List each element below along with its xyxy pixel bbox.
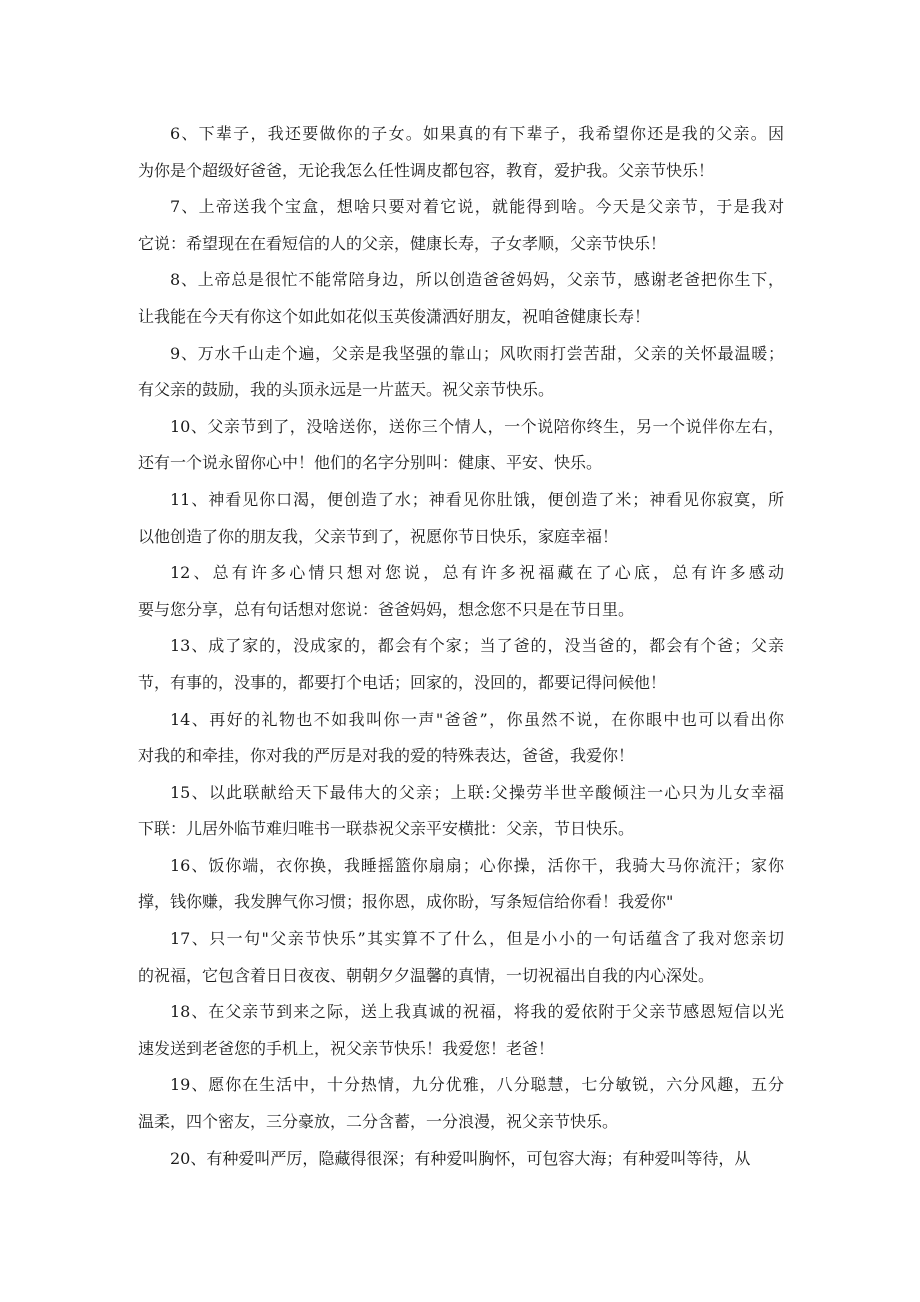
paragraph-line: 14、再好的礼物也不如我叫你一声"爸爸”，你虽然不说，在你眼中也可以看出你 (170, 709, 784, 729)
paragraph-line: 16、饭你端，衣你换，我睡摇篮你扇扇；心你操，活你干，我骑大马你流汗；家你 (170, 855, 784, 875)
paragraph (138, 994, 784, 1067)
paragraph (138, 116, 784, 189)
paragraph-line: 撑，钱你赚，我发脾气你习惯；报你恩，成你盼，写条短信给你看！我爱你" (138, 892, 674, 912)
paragraph (138, 1141, 784, 1178)
paragraph-line: 9、万水千山走个遍，父亲是我坚强的靠山；风吹雨打尝苦甜，父亲的关怀最温暖； (170, 343, 784, 363)
paragraph-line: 对我的和牵挂，你对我的严厉是对我的爱的特殊表达，爸爸，我爱你！ (138, 746, 635, 766)
paragraph-line: 8、上帝总是很忙不能常陪身边，所以创造爸爸妈妈，父亲节，感谢老爸把你生下， (170, 270, 784, 290)
paragraph-line: 以他创造了你的朋友我，父亲节到了，祝愿你节日快乐，家庭幸福！ (138, 526, 619, 546)
paragraph (138, 336, 784, 409)
paragraph (138, 775, 784, 848)
paragraph-line: 12、总有许多心情只想对您说，总有许多祝福藏在了心底，总有许多感动 (170, 563, 784, 583)
paragraph-line: 下联：儿居外临节难归唯书一联恭祝父亲平安横批：父亲，节日快乐。 (138, 819, 635, 839)
paragraph (138, 1067, 784, 1140)
document-body (138, 116, 784, 1177)
paragraph-line: 要与您分享，总有句话想对您说：爸爸妈妈，想念您不只是在节日里。 (138, 599, 635, 619)
paragraph-line: 的祝福，它包含着日日夜夜、朝朝夕夕温馨的真情，一切祝福出自我的内心深处。 (138, 965, 715, 985)
paragraph-line: 7、上帝送我个宝盒，想啥只要对着它说，就能得到啥。今天是父亲节，于是我对 (170, 197, 784, 217)
paragraph-line: 速发送到老爸您的手机上，祝父亲节快乐！我爱您！老爸！ (138, 1038, 555, 1058)
paragraph (138, 628, 784, 701)
paragraph-line: 节，有事的，没事的，都要打个电话；回家的，没回的，都要记得问候他！ (138, 672, 667, 692)
paragraph-line: 18、在父亲节到来之际，送上我真诚的祝福，将我的爱依附于父亲节感恩短信以光 (170, 1002, 784, 1022)
paragraph-line: 13、成了家的，没成家的，都会有个家；当了爸的，没当爸的，都会有个爸；父亲 (170, 636, 784, 656)
paragraph (138, 555, 784, 628)
paragraph (138, 848, 784, 921)
paragraph (138, 262, 784, 335)
paragraph-line: 11、神看见你口渴，便创造了水；神看见你肚饿，便创造了米；神看见你寂寞，所 (170, 489, 784, 509)
paragraph-line: 让我能在今天有你这个如此如花似玉英俊潇洒好朋友，祝咱爸健康长寿！ (138, 306, 651, 326)
paragraph-line: 温柔，四个密友，三分豪放，二分含蓄，一分浪漫，祝父亲节快乐。 (138, 1112, 619, 1132)
paragraph (138, 702, 784, 775)
paragraph-line: 20、有种爱叫严厉，隐藏得很深；有种爱叫胸怀，可包容大海；有种爱叫等待，从 (170, 1148, 751, 1168)
paragraph-line: 19、愿你在生活中，十分热情，九分优雅，八分聪慧，七分敏锐，六分风趣，五分 (170, 1075, 784, 1095)
paragraph (138, 482, 784, 555)
paragraph-line: 10、父亲节到了，没啥送你，送你三个情人，一个说陪你终生，另一个说伴你左右， (170, 416, 784, 436)
paragraph (138, 409, 784, 482)
paragraph-line: 有父亲的鼓励，我的头顶永远是一片蓝天。祝父亲节快乐。 (138, 380, 555, 400)
paragraph (138, 189, 784, 262)
paragraph-line: 6、下辈子，我还要做你的子女。如果真的有下辈子，我希望你还是我的父亲。因 (170, 124, 784, 143)
paragraph-line: 它说：希望现在在看短信的人的父亲，健康长寿，子女孝顺，父亲节快乐！ (138, 233, 667, 253)
paragraph-line: 15、以此联献给天下最伟大的父亲；上联:父操劳半世辛酸倾注一心只为儿女幸福 (170, 782, 784, 802)
paragraph-line: 17、只一句"父亲节快乐”其实算不了什么，但是小小的一句话蕴含了我对您亲切 (170, 929, 784, 949)
paragraph-line: 还有一个说永留你心中！他们的名字分别叫：健康、平安、快乐。 (138, 453, 603, 473)
paragraph (138, 921, 784, 994)
paragraph-line: 为你是个超级好爸爸，无论我怎么任性调皮都包容，教育，爱护我。父亲节快乐！ (138, 160, 715, 180)
